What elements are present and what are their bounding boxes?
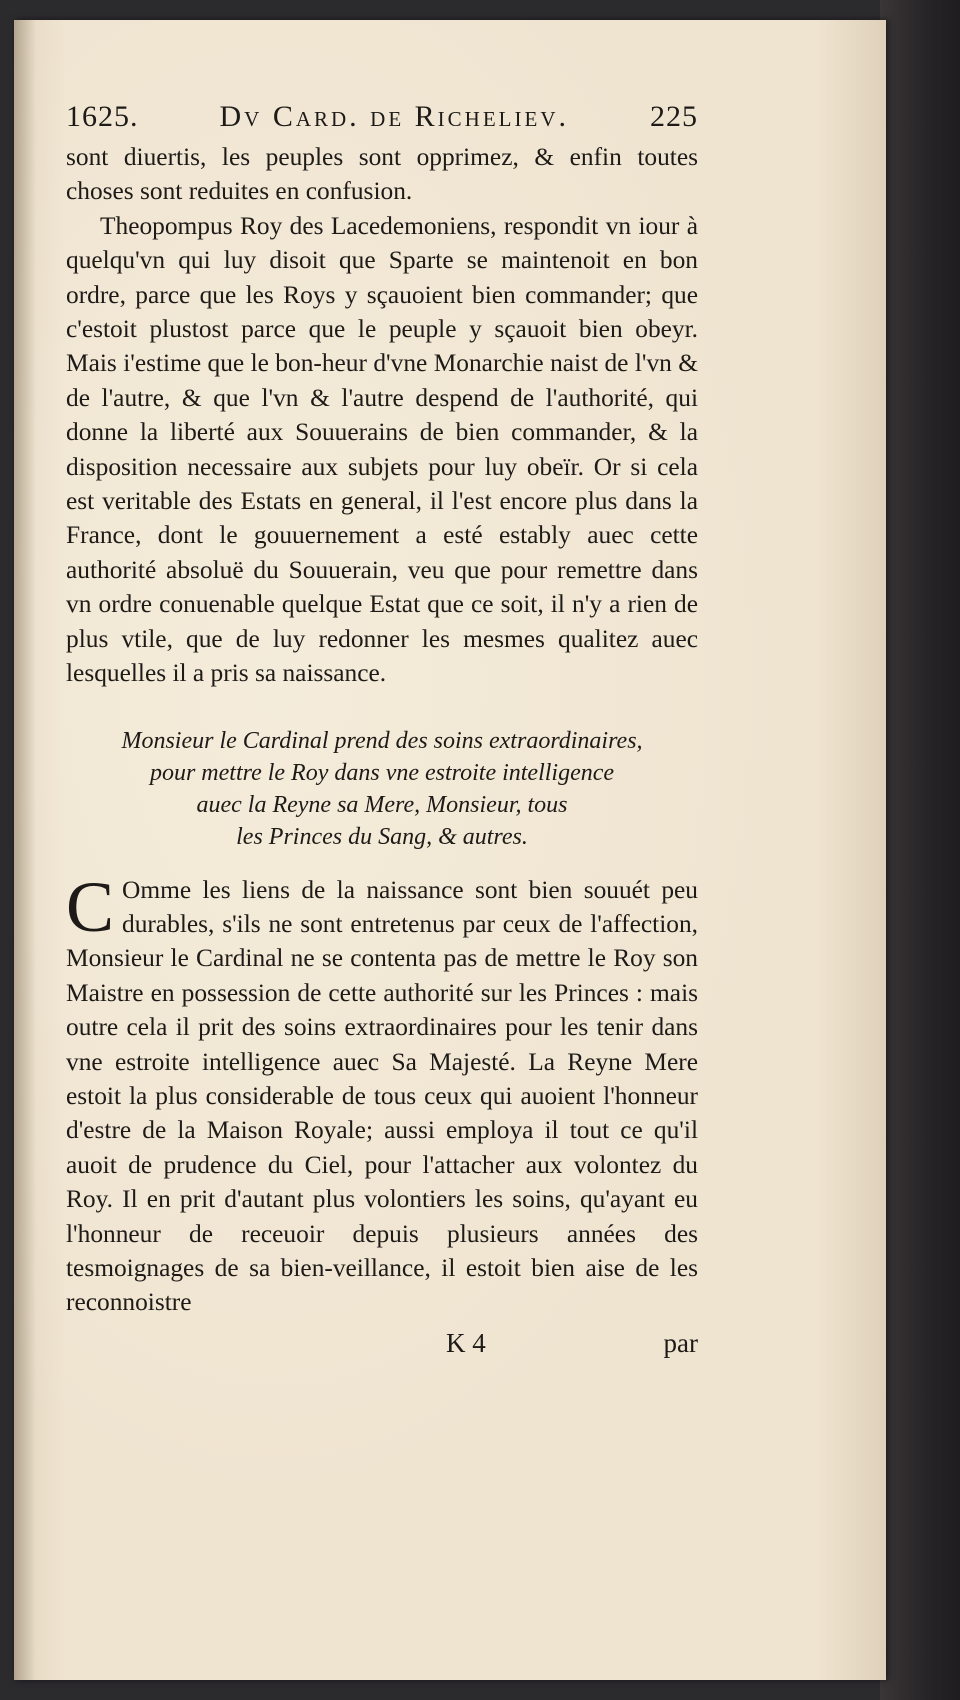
catchword: par [663, 1327, 698, 1358]
running-head [66, 100, 698, 140]
page-footer [66, 1328, 698, 1359]
header-page-number: 225 [650, 100, 698, 133]
section-heading-line: Monsieur le Cardinal prend des soins extraordinaires, [121, 727, 643, 754]
header-title: Dv Card. de Richeliev. [219, 100, 569, 133]
signature-mark: K 4 [446, 1327, 486, 1358]
section-body [66, 866, 698, 1320]
header-year: 1625. [66, 100, 139, 133]
paragraph-continuation: sont diuertis, les peuples sont opprimez, & enfin toutes choses sont reduites en confusion. [66, 143, 698, 206]
drop-capital: C [66, 866, 115, 947]
book-background [880, 0, 960, 1700]
page-gutter-shadow [14, 20, 36, 1680]
section-body-text: Omme les liens de la naissance sont bien souuét peu durables, s'ils ne sont entretenus par ceux de l'affection, Monsieur le Cardinal ne se contenta pas de mettre le Roy son Maistre en possession de cette authorité sur les Princes : mais outre cela il prit des soins extraordinaires pour les tenir dans vne estroite intelligence auec Sa Majesté. La Reyne Mere estoit la plus considerable de tous ceux qui auoient l'honneur d'estre de la Maison Royale; aussi employa il tout ce qu'il auoit de prudence du Ciel, pour l'attacher aux volontez du Roy. Il en prit d'autant plus volontiers les soins, qu'ayant eu l'honneur de receuoir depuis plusieurs années des tesmoignages de sa bien-veillance, il estoit bien aise de les reconnoistre [66, 875, 698, 1317]
paragraph-theopompus: Theopompus Roy des Lacedemoniens, respondit vn iour à quelqu'vn qui luy disoit que Sparte se maintenoit en bon ordre, parce que les Roys y sçauoient bien commander; que c'estoit plustost parce que le peuple y sçauoit bien obeyr. Mais i'estime que le bon-heur d'vne Monarchie naist de l'vn & de l'autre, & que l'vn & l'autre despend de l'authorité, qui donne la liberté aux Souuerains de bien commander, & la disposition necessaire aux subjets pour luy obeïr. Or si cela est veritable des Estats en general, il l'est encore plus dans la France, dont le gouuernement a esté estably auec cette authorité absoluë du Souuerain, veu que pour remettre dans vn ordre conuenable quelque Estat que ce soit, il n'y a rien de plus vtile, que de luy redonner les mesmes qualitez auec lesquelles il a pris sa naissance. [66, 211, 698, 688]
page-text-block [66, 100, 698, 1359]
section-heading [66, 725, 698, 853]
section-heading-line: pour mettre le Roy dans vne estroite intelligence [149, 759, 615, 786]
section-heading-line: auec la Reyne sa Mere, Monsieur, tous [196, 791, 568, 818]
section-heading-line: les Princes du Sang, & autres. [236, 823, 528, 850]
